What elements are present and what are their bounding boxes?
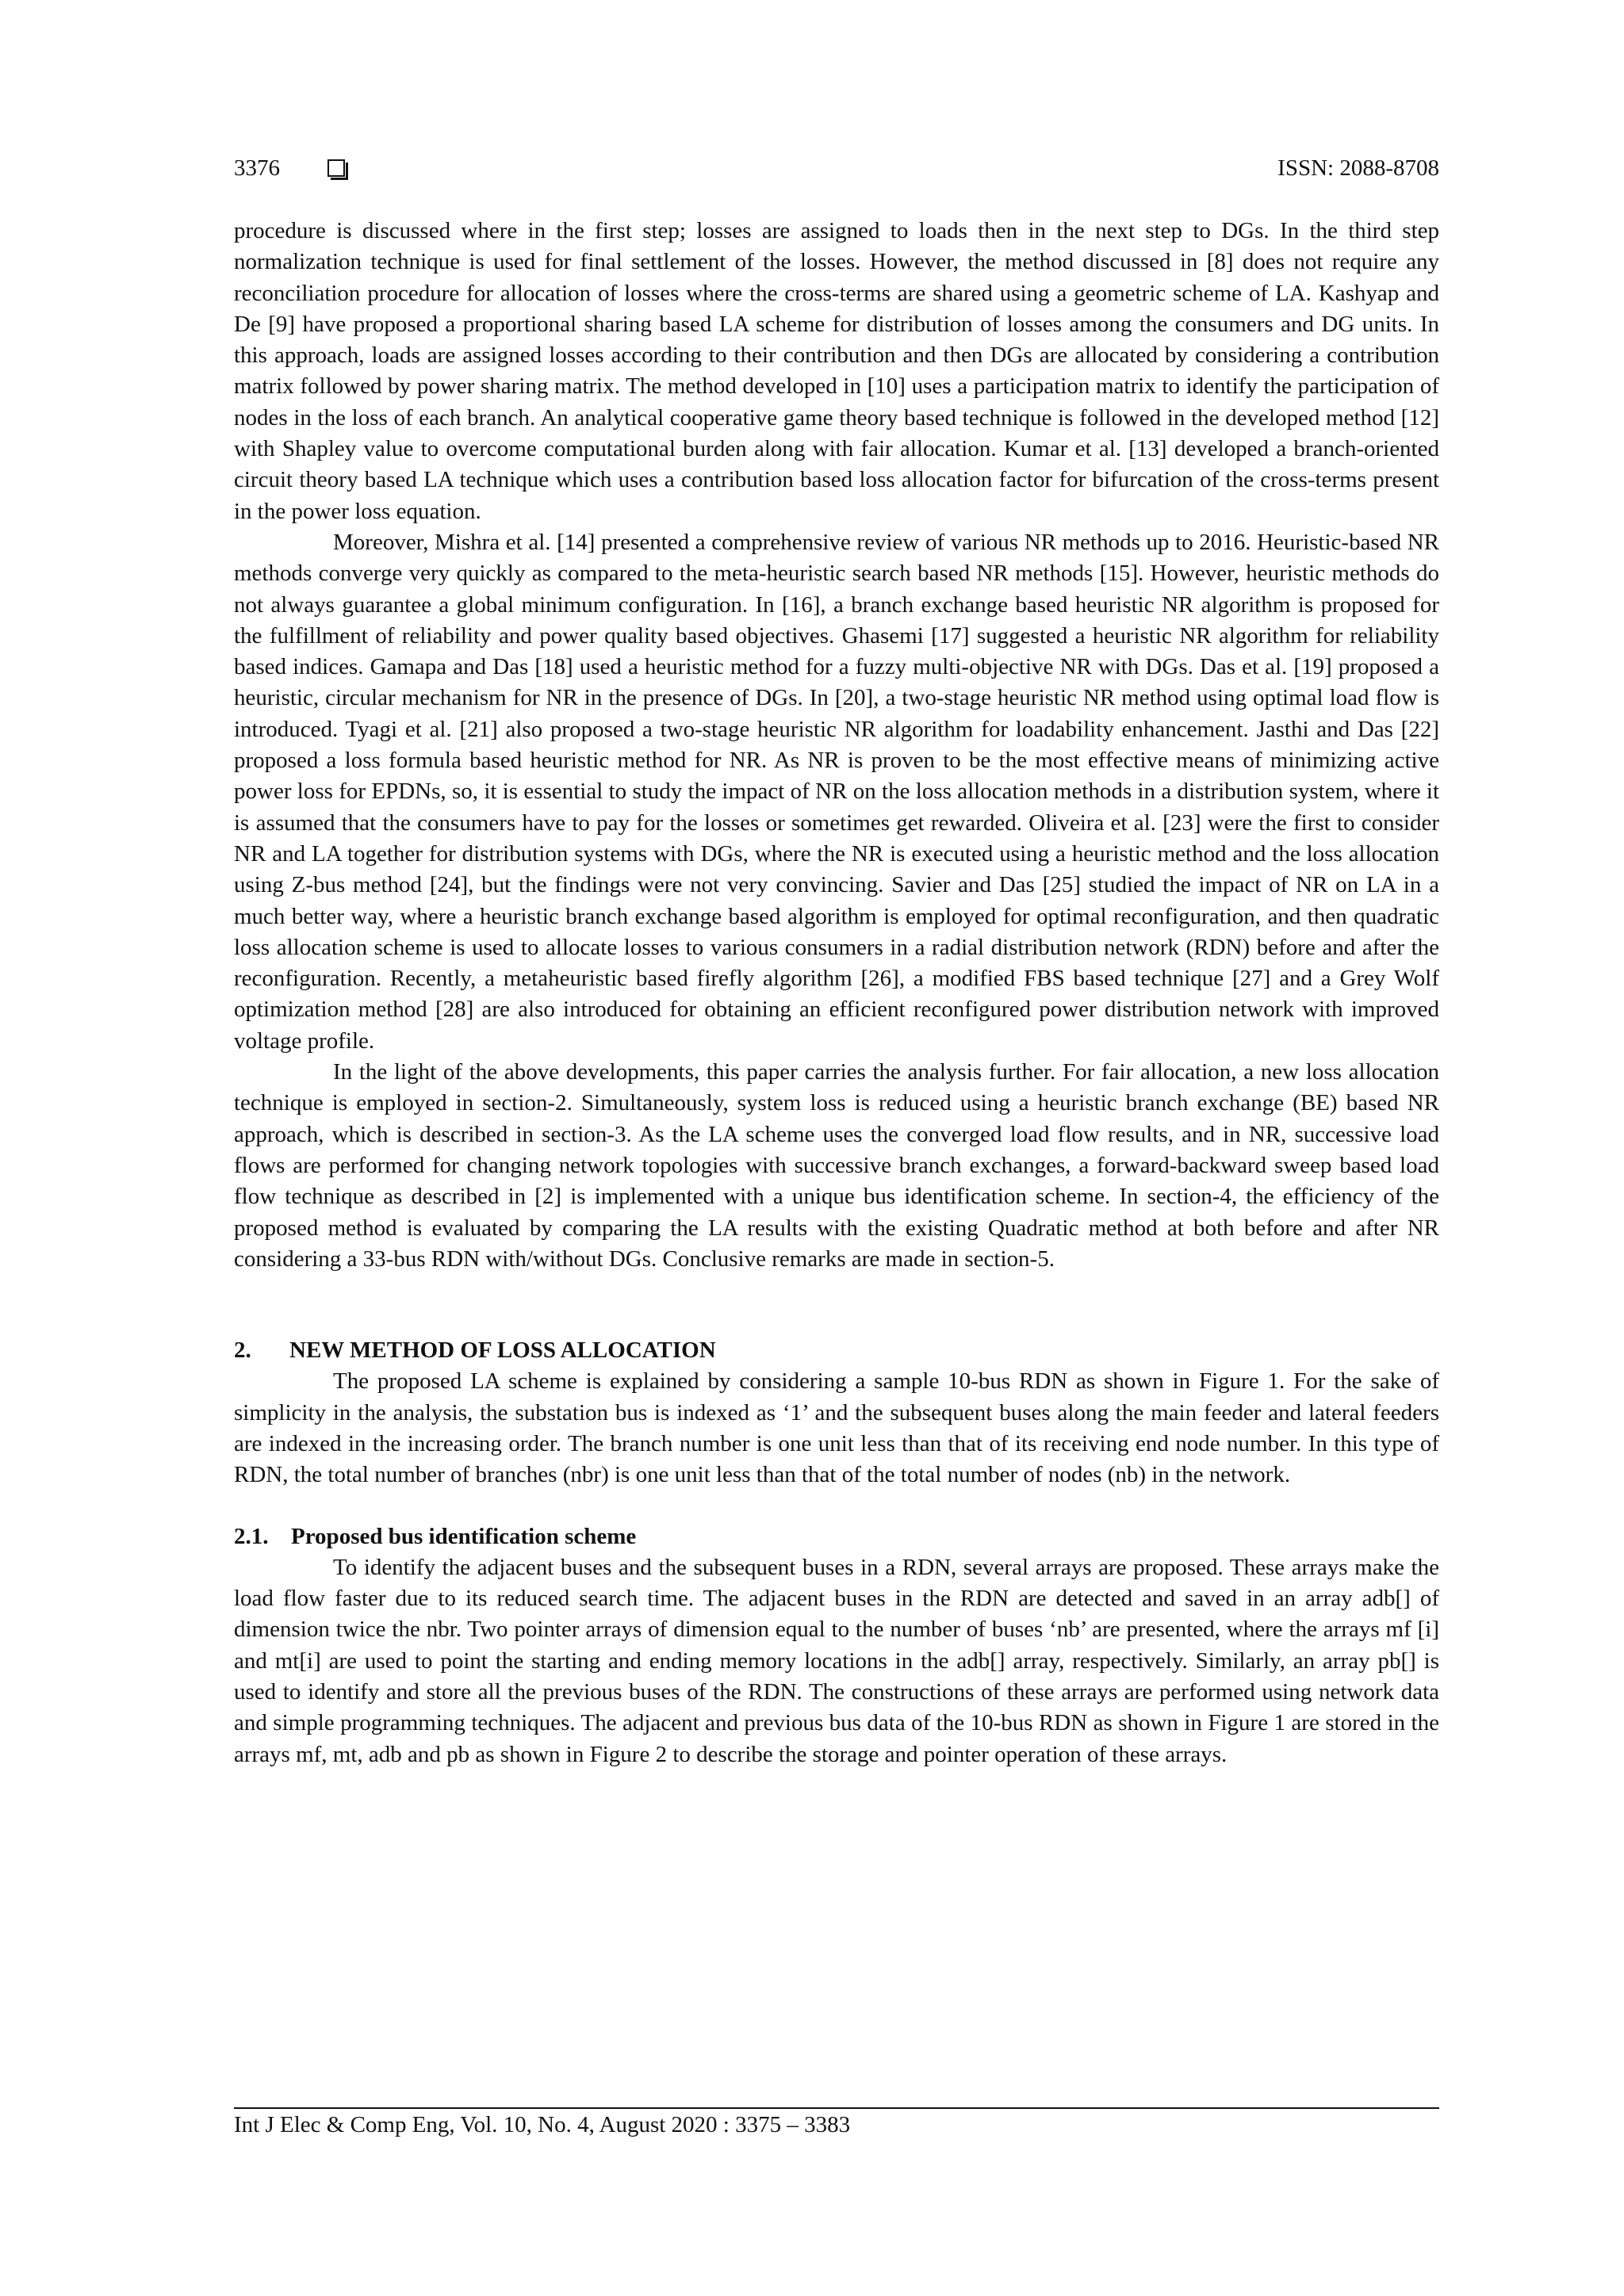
paragraph-2: Moreover, Mishra et al. [14] presented a comprehensive review of various NR methods up to 2016. Heuristic-based NR methods converge very quickly as compared to the meta-heuristic search based NR methods [15]. However, heuristic methods do not always guarantee a global minimum configuration. In [16], a branch exchange based heuristic NR algorithm is proposed for the fulfillment of reliability and power quality based objectives. Ghasemi [17] suggested a heuristic NR algorithm for reliability based indices. Gamapa and Das [18] used a heuristic method for a fuzzy multi-objective NR with DGs. Das et al. [19] proposed a heuristic, circular mechanism for NR in the presence of DGs. In [20], a two-stage heuristic NR method using optimal load flow is introduced. Tyagi et al. [21] also proposed a two-stage heuristic NR algorithm for loadability enhancement. Jasthi and Das [22] proposed a loss formula based heuristic method for NR. As NR is proven to be the most effective means of minimizing active power loss for EPDNs, so, it is essential to study the impact of NR on the loss allocation methods in a distribution system, where it is assumed that the consumers have to pay for the losses or sometimes get rewarded. Oliveira et al. [23] were the first to consider NR and LA together for distribution systems with DGs, where the NR is executed using a heuristic method and the loss allocation using Z-bus method [24], but the findings were not very convincing. Savier and Das [25] studied the impact of NR on LA in a much better way, where a heuristic branch exchange based algorithm is employed for optimal reconfiguration, and then quadratic loss allocation scheme is used to allocate losses to various consumers in a radial distribution network (RDN) before and after the reconfiguration. Recently, a metaheuristic based firefly algorithm [26], a modified FBS based technique [27] and a Grey Wolf optimization method [28] are also introduced for obtaining an efficient reconfigured power distribution network with improved voltage profile.	[234, 529, 1439, 1054]
page-header	[234, 155, 1439, 192]
footer-divider	[234, 2107, 1439, 2109]
paragraph-3: In the light of the above developments, this paper carries the analysis further. For fair allocation, a new loss allocation technique is employed in section-2. Simultaneously, system loss is reduced using a heuristic branch exchange (BE) based NR approach, which is described in section-3. As the LA scheme uses the converged load flow results, and in NR, successive load flows are performed for changing network topologies with successive branch exchanges, a forward-backward sweep based load flow technique as described in [2] is implemented with a unique bus identification scheme. In section-4, the efficiency of the proposed method is evaluated by comparing the LA results with the existing Quadratic method at both before and after NR considering a 33-bus RDN with/without DGs. Conclusive remarks are made in section-5.	[234, 1059, 1439, 1272]
section-title: NEW METHOD OF LOSS ALLOCATION	[289, 1337, 716, 1364]
subsection-heading	[234, 1521, 1439, 1552]
paragraph-1: procedure is discussed where in the first step; losses are assigned to loads then in the next step to DGs. In the third step normalization technique is used for final settlement of the losses. However, the method discussed in [8] does not require any reconciliation procedure for allocation of losses where the cross-terms are shared using a geometric scheme of LA. Kashyap and De [9] have proposed a proportional sharing based LA scheme for distribution of losses among the consumers and DG units. In this approach, loads are assigned losses according to their contribution and then DGs are allocated by considering a contribution matrix followed by power sharing matrix. The method developed in [10] uses a participation matrix to identify the participation of nodes in the loss of each branch. An analytical cooperative game theory based technique is followed in the developed method [12] with Shapley value to overcome computational burden along with fair allocation. Kumar et al. [13] developed a branch-oriented circuit theory based LA technique which uses a contribution based loss allocation factor for bifurcation of the cross-terms present in the power loss equation.	[234, 218, 1439, 524]
page-number: 3376	[234, 155, 280, 181]
subsection-title: Proposed bus identification scheme	[291, 1523, 637, 1549]
square-icon	[327, 159, 345, 177]
footer-citation: Int J Elec & Comp Eng, Vol. 10, No. 4, August 2020 : 3375 – 3383	[234, 2112, 851, 2137]
paragraph-5: To identify the adjacent buses and the subsequent buses in a RDN, several arrays are proposed. These arrays make the load flow faster due to its reduced search time. The adjacent buses in the RDN are detected and saved in an array adb[] of dimension twice the nbr. Two pointer arrays of dimension equal to the number of buses ‘nb’ are presented, where the arrays mf [i] and mt[i] are used to point the starting and ending memory locations in the adb[] array, respectively. Similarly, an array pb[] is used to identify and store all the previous buses of the RDN. The constructions of these arrays are performed using network data and simple programming techniques. The adjacent and previous bus data of the 10-bus RDN as shown in Figure 1 are stored in the arrays mf, mt, adb and pb as shown in Figure 2 to describe the storage and pointer operation of these arrays.	[234, 1554, 1439, 1767]
section-heading	[234, 1335, 1439, 1366]
main-text	[234, 216, 1439, 1770]
paragraph-4: The proposed LA scheme is explained by considering a sample 10-bus RDN as shown in Figure 1. For the sake of simplicity in the analysis, the substation bus is indexed as ‘1’ and the subsequent buses along the main feeder and lateral feeders are indexed in the increasing order. The branch number is one unit less than that of its receiving end node number. In this type of RDN, the total number of branches (nbr) is one unit less than that of the total number of nodes (nb) in the network.	[234, 1368, 1439, 1488]
section-number: 2.	[234, 1337, 251, 1364]
issn-label: ISSN: 2088-8708	[1277, 155, 1439, 181]
subsection-number: 2.1.	[234, 1523, 269, 1549]
